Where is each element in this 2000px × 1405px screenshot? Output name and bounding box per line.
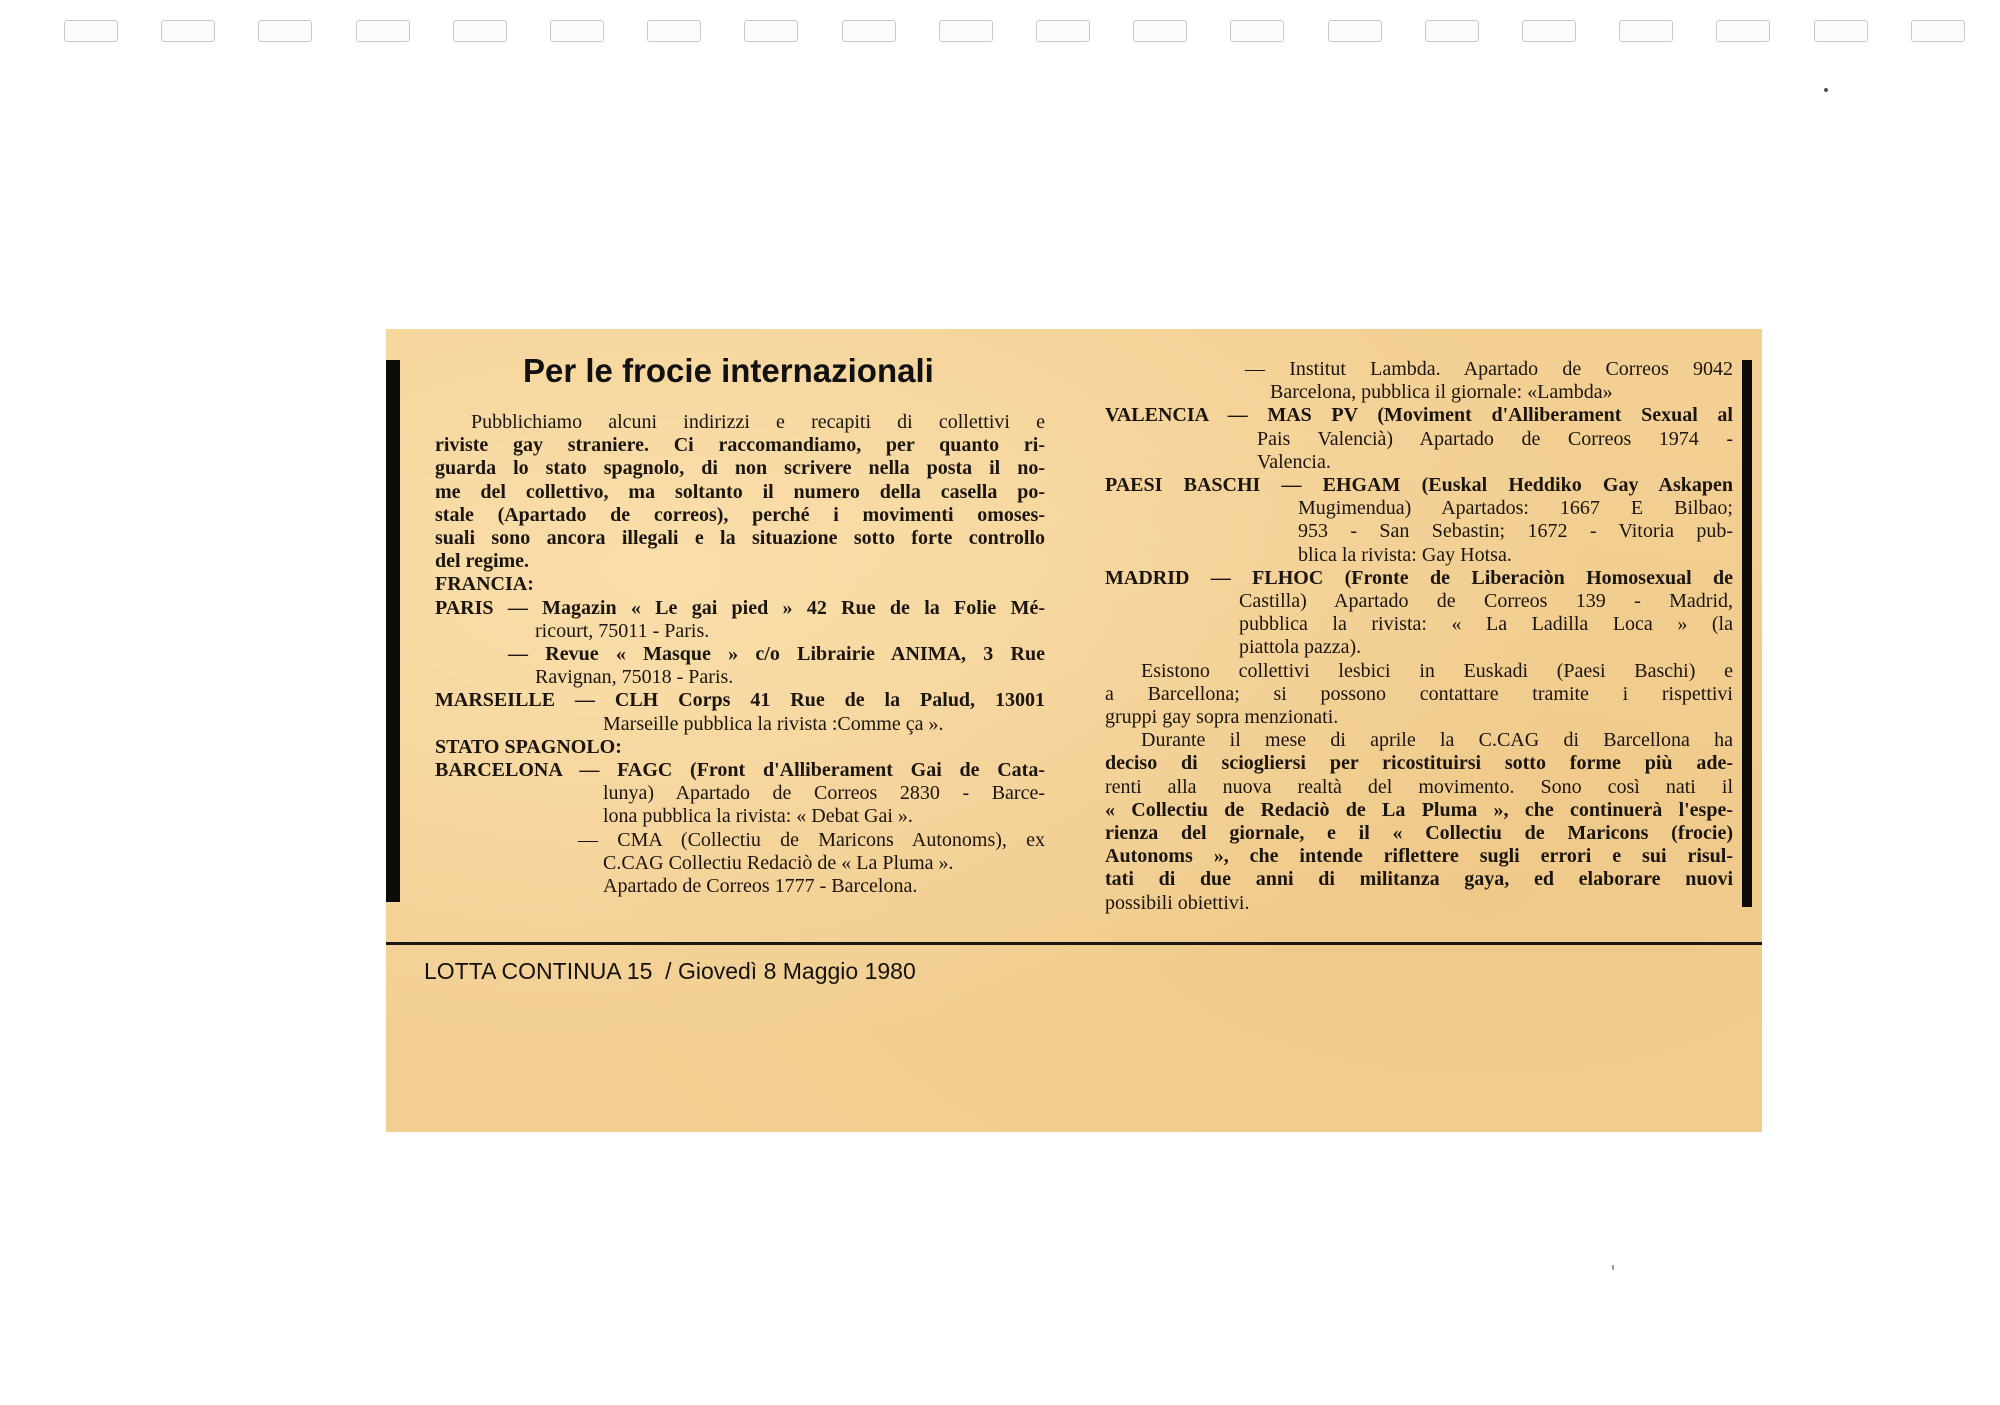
text-line: del regime.: [435, 550, 530, 573]
text-line: ricourt, 75011 - Paris.: [535, 619, 710, 642]
binder-hole: [258, 20, 312, 42]
binder-hole: [64, 20, 118, 42]
text-line: STATO SPAGNOLO:: [435, 735, 622, 758]
binder-hole: [550, 20, 604, 42]
text-line: Marseille pubblica la rivista :Comme ça ».: [603, 712, 944, 735]
text-line: Castilla) Apartado de Correos 139 - Madrid,: [1239, 590, 1733, 612]
left-column-bar: [386, 360, 400, 902]
text-line: tati di due anni di militanza gaya, ed elaborare nuovi: [1105, 868, 1733, 891]
text-line: PAESI BASCHI — EHGAM (Euskal Heddiko Gay Askapen: [1105, 474, 1733, 496]
text-line: — Institut Lambda. Apartado de Correos 9042: [1245, 358, 1733, 380]
binder-hole: [842, 20, 896, 42]
text-line: — Revue « Masque » c/o Librairie ANIMA, 3 Rue: [508, 643, 1045, 665]
binder-hole: [1133, 20, 1187, 42]
binder-hole: [1911, 20, 1965, 42]
text-line: Mugimendua) Apartados: 1667 E Bilbao;: [1298, 497, 1733, 520]
text-line: Valencia.: [1257, 450, 1331, 473]
binder-hole: [1036, 20, 1090, 42]
footer-separator: /: [665, 958, 672, 984]
binder-hole: [453, 20, 507, 42]
text-line: FRANCIA:: [435, 573, 534, 596]
page-footer: [424, 958, 916, 984]
binder-hole: [1230, 20, 1284, 42]
text-line: blica la rivista: Gay Hotsa.: [1298, 543, 1512, 566]
text-line: MADRID — FLHOC (Fronte de Liberaciòn Homosexual de: [1105, 566, 1733, 589]
text-line: riviste gay straniere. Ci raccomandiamo, per quanto ri-: [435, 434, 1045, 457]
binder-hole: [1425, 20, 1479, 42]
stray-mark: [1612, 1265, 1614, 1270]
text-line: Durante il mese di aprile la C.CAG di Barcellona ha: [1141, 729, 1733, 752]
publication-name: LOTTA CONTINUA: [424, 958, 621, 984]
text-line: Pais Valencià) Apartado de Correos 1974 -: [1257, 427, 1733, 450]
text-line: guarda lo stato spagnolo, di non scrivere nella posta il no-: [435, 457, 1045, 480]
binder-hole: [647, 20, 701, 42]
binder-hole: [161, 20, 215, 42]
stray-mark: [1824, 88, 1828, 92]
text-line: Ravignan, 75018 - Paris.: [535, 666, 734, 689]
text-line: suali sono ancora illegali e la situazione sotto forte controllo: [435, 527, 1045, 549]
binder-hole: [1716, 20, 1770, 42]
binder-hole: [1619, 20, 1673, 42]
binder-hole: [1328, 20, 1382, 42]
text-line: BARCELONA — FAGC (Front d'Alliberament Gai de Cata-: [435, 759, 1045, 781]
text-line: C.CAG Collectiu Redaciò de « La Pluma ».: [603, 851, 954, 874]
footer-rule: [386, 942, 1762, 945]
binder-hole: [744, 20, 798, 42]
text-line: 953 - San Sebastin; 1672 - Vitoria pub-: [1298, 520, 1733, 543]
text-line: rienza del giornale, e il « Collectiu de Maricons (frocie): [1105, 822, 1733, 844]
text-line: lona pubblica la rivista: « Debat Gai ».: [603, 805, 913, 828]
text-line: gruppi gay sopra menzionati.: [1105, 706, 1339, 728]
binder-hole: [939, 20, 993, 42]
right-column-bar: [1742, 360, 1752, 907]
text-line: a Barcellona; si possono contattare tramite i rispettivi: [1105, 682, 1733, 705]
text-line: Pubblichiamo alcuni indirizzi e recapiti di collettivi e: [471, 411, 1045, 433]
publication-date: Giovedì 8 Maggio 1980: [677, 958, 916, 984]
text-line: MARSEILLE — CLH Corps 41 Rue de la Palud, 13001: [435, 689, 1045, 712]
text-line: renti alla nuova realtà del movimento. Sono così nati il: [1105, 775, 1733, 798]
text-line: me del collettivo, ma soltanto il numero della casella po-: [435, 480, 1045, 503]
text-line: « Collectiu de Redaciò de La Pluma », che continuerà l'espe-: [1105, 798, 1733, 821]
text-line: possibili obiettivi.: [1105, 891, 1250, 914]
text-line: VALENCIA — MAS PV (Moviment d'Alliberament Sexual al: [1105, 404, 1733, 427]
text-line: pubblica la rivista: « La Ladilla Loca » (la: [1239, 613, 1733, 636]
text-line: PARIS — Magazin « Le gai pied » 42 Rue de la Folie Mé-: [435, 596, 1045, 619]
text-line: deciso di sciogliersi per ricostituirsi sotto forme più ade-: [1105, 752, 1733, 775]
text-line: piattola pazza).: [1239, 636, 1362, 659]
headline: Per le frocie internazionali: [523, 352, 934, 389]
text-line: Barcelona, pubblica il giornale: «Lambda»: [1270, 381, 1613, 404]
binder-hole: [1522, 20, 1576, 42]
text-line: Esistono collettivi lesbici in Euskadi (Paesi Baschi) e: [1141, 659, 1733, 682]
page-number: 15: [626, 958, 653, 984]
binder-hole: [356, 20, 410, 42]
text-line: — CMA (Collectiu de Maricons Autonoms), ex: [578, 828, 1045, 851]
text-line: Apartado de Correos 1777 - Barcelona.: [603, 875, 918, 897]
binder-hole: [1814, 20, 1868, 42]
text-line: Autonoms », che intende riflettere sugli errori e sui risul-: [1105, 845, 1733, 868]
text-line: lunya) Apartado de Correos 2830 - Barce-: [603, 782, 1045, 805]
text-line: stale (Apartado de correos), perché i movimenti omoses-: [435, 503, 1045, 526]
